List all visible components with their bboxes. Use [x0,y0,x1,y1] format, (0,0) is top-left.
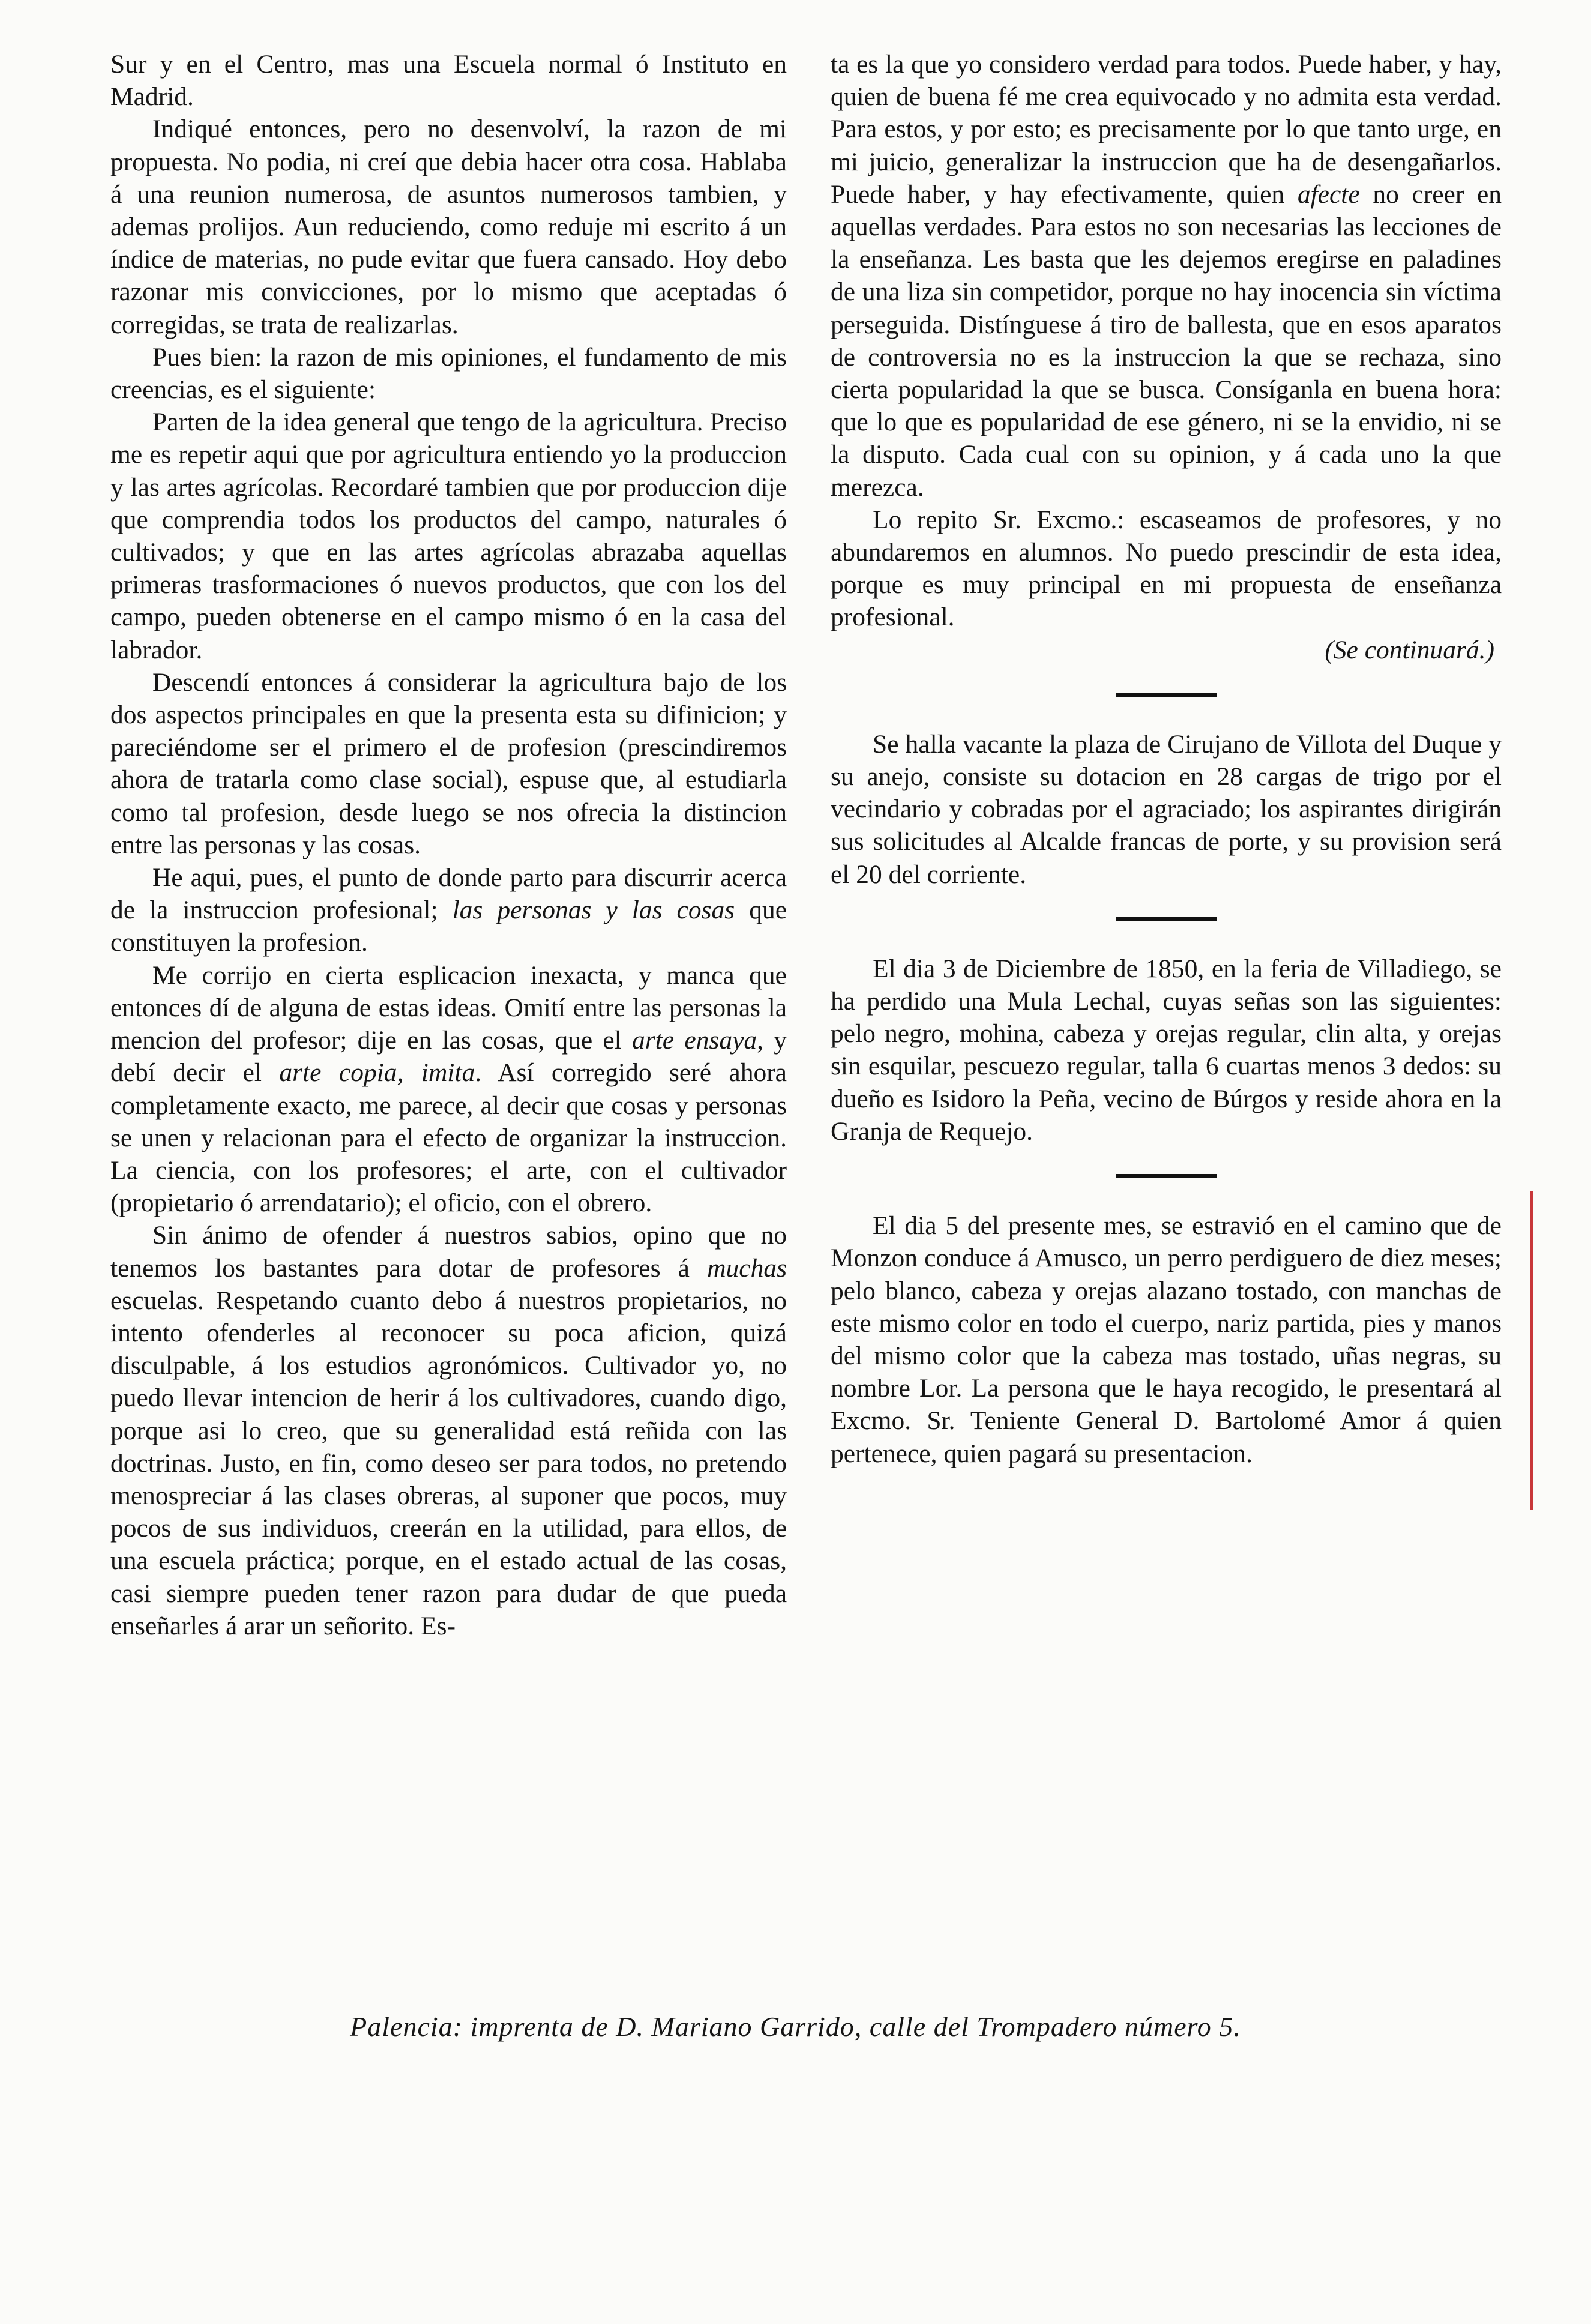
paragraph [110,113,787,340]
paragraph-text: He aqui, pues, el punto de donde parto para discurrir acerca de la instruccion profesional; [110,863,787,925]
paragraph-text: que constituyen la profesion. [110,896,787,957]
paragraph-text: escuelas. Respetando cuanto debo á nuestros propietarios, no intento ofenderles al reconocer su poca aficion, quizá disculpable, á los estudios agronómicos. Cultivador yo, no puedo llevar intencion de herir á los cultivadores, cuando digo, porque asi lo creo, que su generalidad está reñida con las doctrinas. Justo, en fin, como deseo ser para todos, no pretendo menospreciar á las clases obreras, al suponer que pocos, muy pocos de sus individuos, creerán en la utilidad, para ellos, de una escuela práctica; porque, en el estado actual de las cosas, casi siempre pueden tener razon para dudar de que pueda enseñarles á arar un señorito. Es- [110,1286,787,1640]
notice-text: El dia 3 de Diciembre de 1850, en la feria de Villadiego, se ha perdido una Mula Lechal, cuyas señas son las siguientes: pelo negro, mohina, cabeza y orejas regular, clin alta, y orejas sin esquilar, pescuezo regular, talla 6 cuartas menos 3 dedos: su dueño es Isidoro la Peña, vecino de Búrgos y reside ahora en la Granja de Requejo. [831,954,1502,1146]
section-divider [1116,917,1217,921]
italic-text: arte copia, imita [279,1058,475,1088]
paragraph [110,1219,787,1642]
printer-imprint: Palencia: imprenta de D. Mariano Garrido, calle del Trompadero número 5. [350,2011,1241,2042]
italic-text: arte ensaya [632,1026,757,1055]
paragraph [110,341,787,406]
continued-note [831,634,1502,666]
paragraph [110,48,787,113]
paragraph-text: . Así corregido seré ahora completamente exacto, me parece, al decir que cosas y personas se unen y relacionan para el efecto de organizar la instruccion. La ciencia, con los profesores; el arte, con el cultivador (propietario ó arrendatario); el oficio, con el obrero. [110,1058,787,1218]
margin-mark [1530,1191,1533,1510]
section-divider [1116,1174,1217,1178]
paragraph-text: Sur y en el Centro, mas una Escuela normal ó Instituto en Madrid. [110,50,787,112]
italic-text: muchas [707,1253,787,1283]
paragraph [110,861,787,959]
notice-text: El dia 5 del presente mes, se estravió en el camino que de Monzon conduce á Amusco, un perro perdiguero de diez meses; pelo blanco, cabeza y orejas alazano tostado, con manchas de este mismo color en todo el cuerpo, nariz partida, pies y manos del mismo color que la cabeza mas tostado, uñas negras, su nombre Lor. La persona que le haya recogido, le presentará al Excmo. Sr. Teniente General D. Bartolomé Amor á quien pertenece, quien pagará su presentacion. [831,1211,1502,1468]
paragraph [110,406,787,666]
paragraph [110,666,787,861]
paragraph-text: no creer en aquellas verdades. Para estos no son necesarias las lecciones de la enseñanza. Les basta que les dejemos eregirse en paladines de una liza sin competidor, porque no hay inocencia sin víctima perseguida. Distínguese á tiro de ballesta, que en esos aparatos de controversia no es la instruccion la que se rechaza, sino cierta popularidad la que se busca. Consíganla en buena hora: que lo que es popularidad de ese género, ni se la envidio, ni se la disputo. Cada cual con su opinion, y á cada uno la que merezca. [831,179,1502,502]
paragraph [831,504,1502,634]
left-column [110,48,787,1642]
right-column [831,48,1502,1470]
notice-text: Se halla vacante la plaza de Cirujano de Villota del Duque y su anejo, consiste su dotacion en 28 cargas de trigo por el vecindario y cobradas por el agraciado; los aspirantes dirigirán sus solicitudes al Alcalde francas de porte, y su provision será el 20 del corriente. [831,729,1502,889]
italic-text: afecte [1297,179,1360,209]
italic-text: las personas y las cosas [452,896,735,925]
paragraph-text: ta es la que yo considero verdad para todos. Puede haber, y hay, quien de buena fé me crea equivocado y no admita esta verdad. Para estos, y por esto; es precisamente por lo que tanto urge, en mi juicio, generalizar la instruccion que ha de desengañarlos. Puede haber, y hay efectivamente, quien [831,50,1502,209]
notice-lost-dog [831,1209,1502,1470]
paragraph [110,959,787,1220]
paragraph-text: , y debí decir el [110,1026,787,1088]
paragraph-text: Me corrijo en cierta esplicacion inexacta, y manca que entonces dí de alguna de estas ideas. Omití entre las personas la mencion del profesor; dije en las cosas, que el [110,960,787,1055]
paragraph-text: Pues bien: la razon de mis opiniones, el fundamento de mis creencias, es el siguiente: [110,342,787,405]
section-divider [1116,693,1217,697]
paragraph-text: Descendí entonces á considerar la agricultura bajo de los dos aspectos principales en que la presenta esta su difinicion; y pareciéndome ser el primero el de profesion (prescindiremos ahora de tratarla como clase social), espuse que, al estudiarla como tal profesion, desde luego se nos ofrecia la distincion entre las personas y las cosas. [110,667,787,859]
continued-text: (Se continuará.) [1325,635,1494,664]
notice-lost-mule [831,953,1502,1148]
paragraph-text: Indiqué entonces, pero no desenvolví, la razon de mi propuesta. No podia, ni creí que debia hacer otra cosa. Hablaba á una reunion numerosa, de asuntos numerosos tambien, y ademas prolijos. Aun reduciendo, como reduje mi escrito á un índice de materias, no pude evitar que fuera cansado. Hoy debo razonar mis convicciones, por lo mismo que aceptadas ó corregidas, se trata de realizarlas. [110,115,787,339]
paragraph [831,48,1502,504]
notice-surgeon-vacancy [831,728,1502,891]
paragraph-text: Lo repito Sr. Excmo.: escaseamos de profesores, y no abundaremos en alumnos. No puedo prescindir de esta idea, porque es muy principal en mi propuesta de enseñanza profesional. [831,505,1502,632]
paragraph-text: Sin ánimo de ofender á nuestros sabios, opino que no tenemos los bastantes para dotar de profesores á [110,1221,787,1283]
paragraph-text: Parten de la idea general que tengo de la agricultura. Preciso me es repetir aqui que por agricultura entiendo yo la produccion y las artes agrícolas. Recordaré tambien que por produccion dije que comprendia todos los productos del campo, naturales ó cultivados; y que en las artes agrícolas abrazaba aquellas primeras trasformaciones ó nuevos productos, que con los del campo, pueden obtenerse en el campo mismo ó en la casa del labrador. [110,408,787,664]
